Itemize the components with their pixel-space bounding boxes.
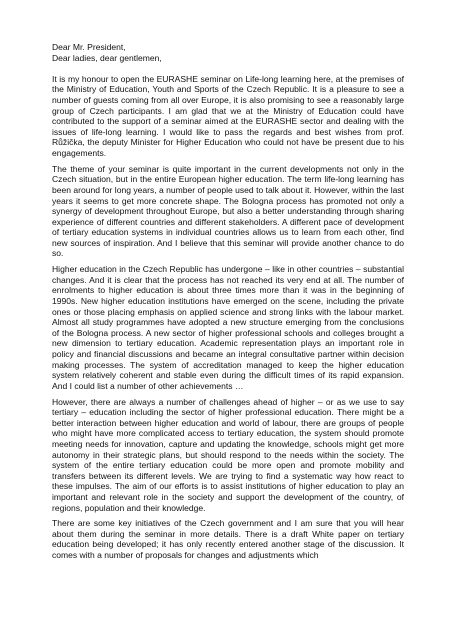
salutation-line-2: Dear ladies, dear gentlemen, (52, 52, 162, 63)
blank-line (52, 63, 404, 74)
paragraph-opening: It is my honour to open the EURASHE seminar on Life-long learning here, at the premises of the Ministry of Education, Youth and Sports of the Czech Republic. It is a pleasure to see a number of guests coming from all over Europe, it is also promising to see a reasonably large group of Czech participants. I am glad that we at the Ministry of Education could have contributed to the support of a seminar aimed at the EURASHE sector and dealing with the issues of life-long learning. I would like to pass the regards and best wishes from prof. Růžička, the deputy Minister for Higher Education who could not have be present due to his engagements. (52, 73, 404, 158)
paragraph-challenges: However, there are always a number of challenges ahead of higher – or as we use to say tertiary – education including the sector of higher professional education. There might be a better interaction between higher education and world of labour, there are groups of people who might have more complicated access to tertiary education, the system should promote meeting needs for innovation, capture and updating the knowledge, schools might get more autonomy in their strategic plans, but should respond to the needs within the society. The system of the entire tertiary education could be more open and promote mobility and transfers between its different levels. We are trying to find a systematic way how react to these impulses. The aim of our efforts is to assist institutions of higher education to play an important and relevant role in the society and support the development of the country, of regions, population and their knowledge. (52, 396, 404, 513)
salutation-line-1: Dear Mr. President, (52, 42, 126, 52)
paragraph-czech-higher-education: Higher education in the Czech Republic has undergone – like in other countries – substantial changes. And it is clear that the process has not reached its very end at all. The number of enrolments to higher education is about three times more than it was in the beginning of 1990s. New higher education institutions have emerged on the scene, including the private ones or those placing emphasis on applied science and strong links with the labour market. Almost all study programmes have adopted a new structure emerging from the conclusions of the Bologna process. A new sector of higher professional schools and colleges brought a new dimension to tertiary education. Academic representation plays an important role in policy and financial discussions and became an integral consultative partner within decision making processes. The system of accreditation managed to keep the higher education system relatively coherent and stable even during the difficult times of its rapid expansion. And I could list a number of other achievements … (52, 264, 404, 391)
paragraph-government-initiatives: There are some key initiatives of the Czech government and I am sure that you will hear about them during the seminar in more details. There is a draft White paper on tertiary education being developed; it has only recently entered another stage of the discussion. It comes with a number of proposals for changes and adjustments which (52, 518, 404, 561)
paragraph-seminar-theme: The theme of your seminar is quite important in the current developments not only in the Czech situation, but in the entire European higher education. The term life-long learning has been around for long years, a number of people used to talk about it. However, within the last years it seems to get more concrete shape. The Bologna process has promoted not only a synergy of development throughout Europe, but also a better understanding through sharing experience of different countries and different stakeholders. A different pace of development of tertiary education systems in individual countries allows us to learn from each other, find new sources of inspiration. And I believe that this seminar will provide another chance to do so. (52, 163, 404, 259)
letter-body (52, 42, 404, 566)
